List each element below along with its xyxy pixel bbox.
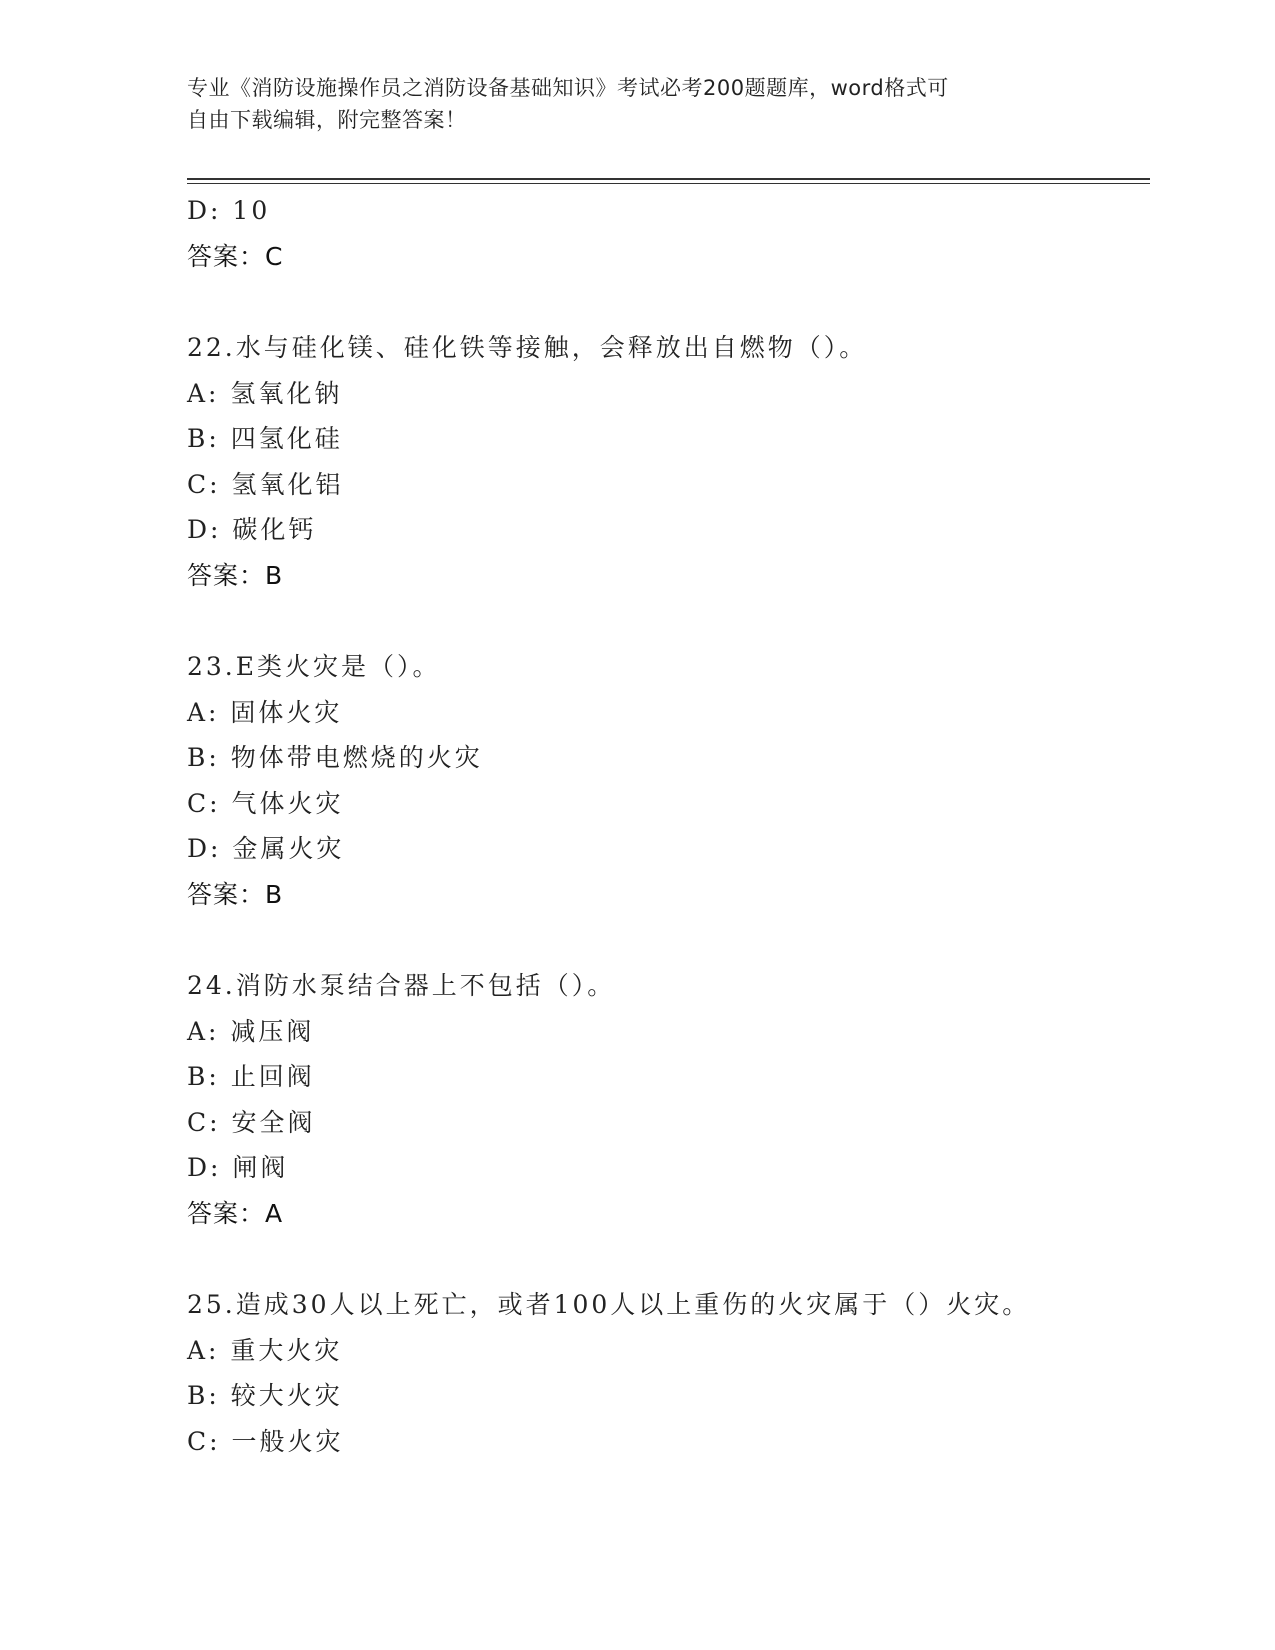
question-21-tail (187, 188, 1150, 279)
document-header (187, 72, 1067, 136)
option-d: D: 金属火灾 (187, 834, 345, 863)
option-a: A: 固体火灾 (187, 697, 343, 727)
option-c: C: 氢氧化铝 (187, 469, 344, 499)
option-b: B: 物体带电燃烧的火灾 (187, 743, 483, 772)
question-stem: 22.水与硅化镁、硅化铁等接触，会释放出自燃物（）。 (187, 333, 868, 362)
question-list (187, 188, 1150, 1464)
answer-line: 答案：B (187, 879, 284, 909)
question-23 (187, 644, 1150, 917)
answer-line: 答案：B (187, 560, 284, 590)
option-a: A: 减压阀 (187, 1016, 315, 1046)
option-c: C: 气体火灾 (187, 788, 344, 818)
question-25 (187, 1282, 1150, 1464)
header-divider-thin (187, 183, 1150, 184)
option-a: A: 重大火灾 (187, 1335, 343, 1365)
option-a: A: 氢氧化钠 (187, 378, 343, 408)
question-stem: 25.造成30人以上死亡，或者100人以上重伤的火灾属于（）火灾。 (187, 1290, 1031, 1319)
question-stem: 23.E类火灾是（）。 (187, 652, 441, 681)
option-d: D: 闸阀 (187, 1153, 289, 1182)
question-spacer (187, 1236, 1150, 1282)
question-spacer (187, 279, 1150, 325)
option-d: D: 碳化钙 (187, 515, 317, 544)
option-b: B: 较大火灾 (187, 1381, 343, 1410)
header-line-2: 自由下载编辑，附完整答案！ (187, 108, 467, 132)
question-stem: 24.消防水泵结合器上不包括（）。 (187, 971, 616, 1000)
question-spacer (187, 598, 1150, 644)
option-b: B: 四氢化硅 (187, 424, 343, 453)
answer-line: 答案：A (187, 1198, 284, 1228)
option-b: B: 止回阀 (187, 1062, 315, 1091)
answer-line: 答案：C (187, 241, 284, 271)
question-22 (187, 325, 1150, 598)
question-spacer (187, 917, 1150, 963)
question-24 (187, 963, 1150, 1236)
header-line-1: 专业《消防设施操作员之消防设备基础知识》考试必考200题题库，word格式可 (187, 76, 949, 100)
option-c: C: 一般火灾 (187, 1426, 344, 1456)
option-d: D: 10 (187, 196, 271, 225)
option-c: C: 安全阀 (187, 1107, 316, 1137)
header-divider-thick (187, 178, 1150, 180)
